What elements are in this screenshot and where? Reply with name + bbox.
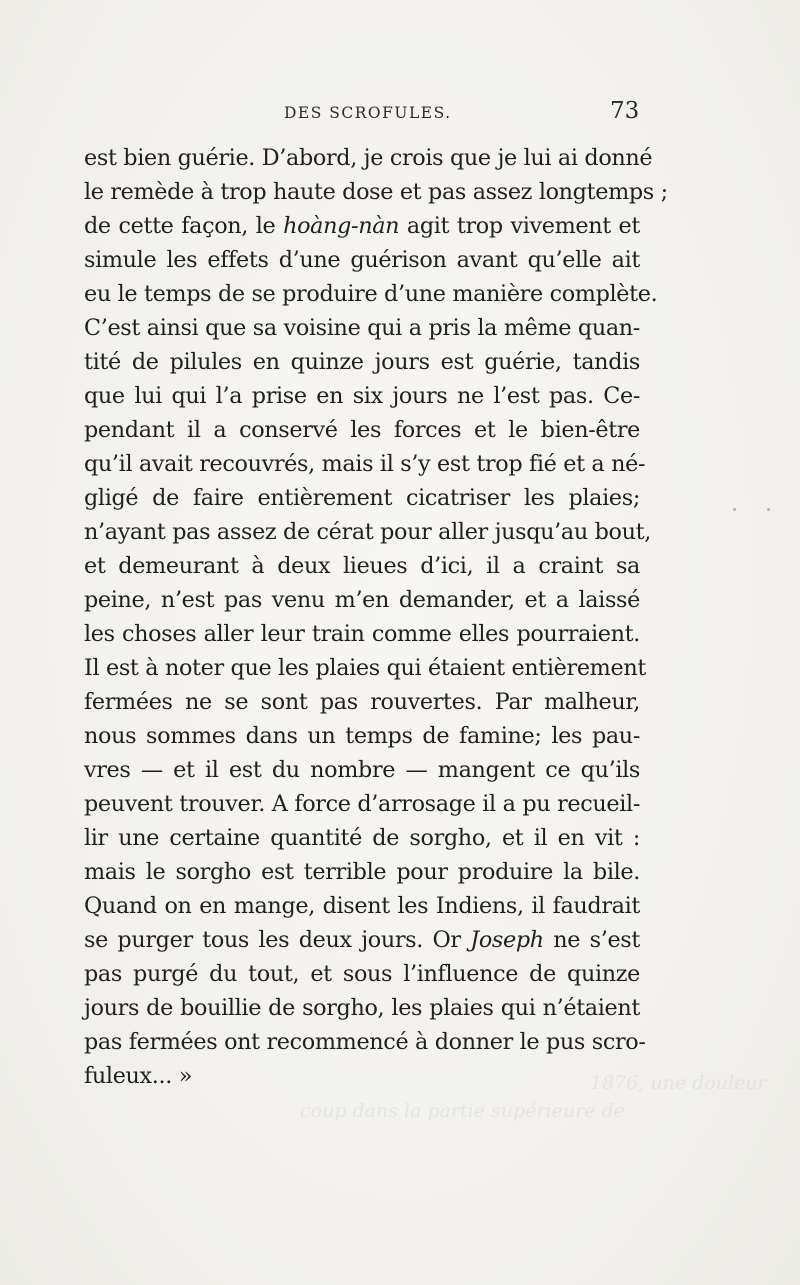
text-line: C’est ainsi que sa voisine qui a pris la même quan- — [84, 315, 640, 341]
italic-name: Joseph — [470, 927, 544, 953]
text-line: que lui qui l’a prise en six jours ne l’est pas. Ce- — [84, 383, 640, 409]
paper-speck — [767, 508, 770, 511]
text-line: et demeurant à deux lieues d’ici, il a craint sa — [84, 553, 640, 579]
text-line: lir une certaine quantité de sorgho, et il en vit : — [84, 825, 640, 851]
text-line: peine, n’est pas venu m’en demander, et a laissé — [84, 587, 640, 613]
text-line — [84, 923, 640, 957]
text-line: mais le sorgho est terrible pour produire la bile. — [84, 859, 640, 885]
text-line: le remède à trop haute dose et pas assez longtemps ; — [84, 179, 668, 205]
text-line: jours de bouillie de sorgho, les plaies qui n’étaient — [84, 995, 640, 1021]
running-head: DES SCROFULES. — [284, 104, 452, 122]
text-line: peuvent trouver. A force d’arrosage il a pu recueil- — [84, 791, 640, 817]
text-line: qu’il avait recouvrés, mais il s’y est trop fié et a né- — [84, 451, 646, 477]
text-line: pendant il a conservé les forces et le bien-être — [84, 417, 640, 443]
text-line: n’ayant pas assez de cérat pour aller jusqu’au bout, — [84, 519, 651, 545]
text-line: fuleux... » — [84, 1063, 193, 1089]
text-line: eu le temps de se produire d’une manière complète. — [84, 281, 658, 307]
text-run: agit trop vivement et — [399, 213, 640, 239]
text-line: nous sommes dans un temps de famine; les pau- — [84, 723, 640, 749]
text-run: de cette façon, le — [84, 213, 284, 239]
show-through-text: coup dans la partie supérieure de — [300, 1100, 625, 1122]
text-line: vres — et il est du nombre — mangent ce qu’ils — [84, 757, 640, 783]
text-line: est bien guérie. D’abord, je crois que je lui ai donné — [84, 145, 653, 171]
show-through-text: 1876, une douleur — [590, 1072, 767, 1094]
text-line: Quand on en mange, disent les Indiens, il faudrait — [84, 893, 640, 919]
text-line: simule les effets d’une guérison avant qu’elle ait — [84, 247, 640, 273]
text-run: se purger tous les deux jours. Or — [84, 927, 471, 953]
page-number: 73 — [610, 98, 640, 124]
text-line: tité de pilules en quinze jours est guérie, tandis — [84, 349, 640, 375]
text-line: les choses aller leur train comme elles pourraient. — [84, 621, 640, 647]
text-line: gligé de faire entièrement cicatriser les plaies; — [84, 485, 640, 511]
text-line: Il est à noter que les plaies qui étaient entièrement — [84, 655, 646, 681]
text-run: ne s’est — [543, 927, 640, 953]
text-line — [84, 209, 640, 243]
paper-speck — [733, 508, 736, 511]
text-line: pas fermées ont recommencé à donner le pus scro- — [84, 1029, 646, 1055]
text-line: fermées ne se sont pas rouvertes. Par malheur, — [84, 689, 640, 715]
italic-term: hoàng-nàn — [283, 213, 400, 239]
body-paragraph — [84, 141, 668, 1093]
text-line: pas purgé du tout, et sous l’influence de quinze — [84, 961, 640, 987]
